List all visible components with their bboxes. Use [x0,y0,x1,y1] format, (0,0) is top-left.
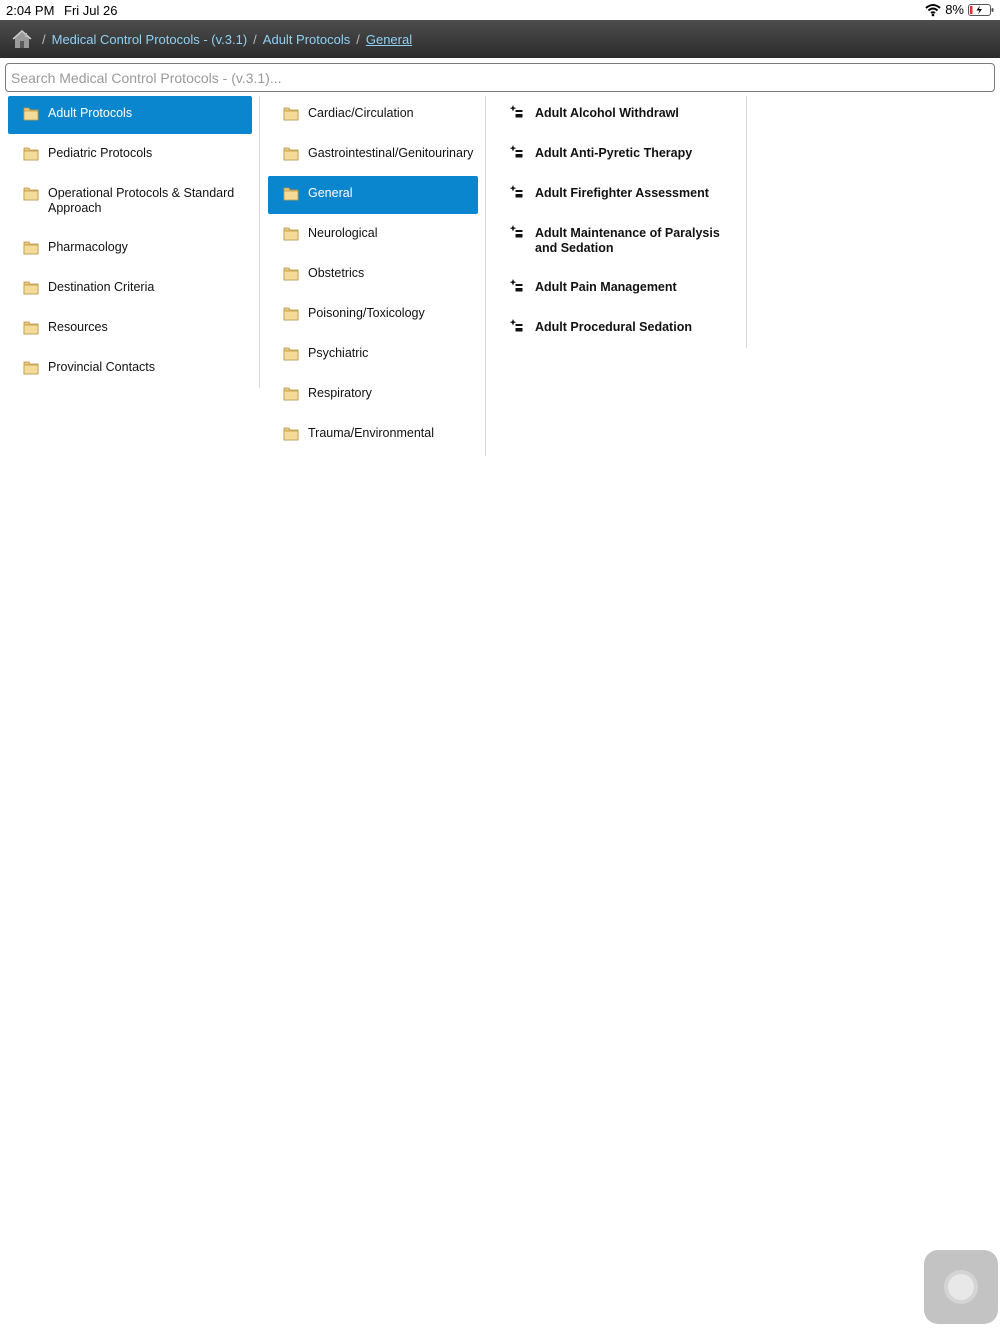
folder-icon [283,266,299,281]
status-indicators [925,2,994,17]
protocol-document-icon [510,225,524,239]
category-item-pharmacology[interactable] [8,230,252,268]
folder-icon [23,280,39,295]
folder-icon [283,386,299,401]
folder-icon [283,346,299,361]
folder-icon [23,186,39,201]
home-icon[interactable] [10,27,34,51]
breadcrumb [0,20,1000,58]
protocol-document-icon [510,105,524,119]
assistive-touch-icon [944,1270,978,1304]
category-item-resources[interactable] [8,310,252,348]
status-time: 2:04 PM [6,3,55,18]
protocol-document-icon [510,319,524,333]
subcategory-label: Trauma/Environmental [308,426,434,440]
category-item-adult-protocols[interactable] [8,96,252,134]
wifi-icon [925,3,941,17]
breadcrumb-link-root[interactable]: Medical Control Protocols - (v.3.1) [51,31,248,47]
subcategory-label: Gastrointestinal/Genitourinary [308,146,474,160]
breadcrumb-separator: / [356,31,360,47]
protocol-label: Adult Anti-Pyretic Therapy [535,146,693,160]
protocol-label: Adult Maintenance of Paralysis and Sedation [535,226,720,255]
subcategory-item-neurological[interactable] [268,216,478,254]
battery-charging-icon [968,4,994,16]
subcategory-item-psychiatric[interactable] [268,336,478,374]
protocol-document-icon [510,145,524,159]
search-input[interactable] [5,63,995,92]
protocol-document-icon [510,185,524,199]
folder-icon [23,320,39,335]
folder-icon [283,226,299,241]
search-bar [5,63,995,92]
category-label: Adult Protocols [48,106,133,120]
protocol-label: Adult Firefighter Assessment [535,186,709,200]
subcategory-item-obstetrics[interactable] [268,256,478,294]
folder-icon [23,360,39,375]
subcategory-label: General [308,186,353,200]
protocol-item[interactable] [496,270,740,308]
breadcrumb-link-general[interactable]: General [365,31,413,47]
breadcrumb-separator: / [42,31,46,47]
category-column [8,96,260,388]
protocol-item[interactable] [496,96,740,134]
folder-icon [283,146,299,161]
status-bar [0,0,1000,20]
category-label: Pediatric Protocols [48,146,153,160]
protocol-label: Adult Alcohol Withdrawl [535,106,679,120]
protocol-column [496,96,747,348]
breadcrumb-separator: / [253,31,257,47]
folder-icon [23,106,39,121]
status-date: Fri Jul 26 [64,3,118,18]
subcategory-label: Obstetrics [308,266,365,280]
subcategory-item-poisoning[interactable] [268,296,478,334]
category-label: Resources [48,320,108,334]
protocol-label: Adult Procedural Sedation [535,320,692,334]
subcategory-label: Cardiac/Circulation [308,106,414,120]
subcategory-item-gastrointestinal[interactable] [268,136,478,174]
subcategory-label: Neurological [308,226,378,240]
protocol-document-icon [510,279,524,293]
folder-icon [283,186,299,201]
subcategory-label: Respiratory [308,386,372,400]
battery-percent: 8% [945,2,964,17]
subcategory-label: Poisoning/Toxicology [308,306,425,320]
folder-icon [23,240,39,255]
subcategory-item-respiratory[interactable] [268,376,478,414]
category-label: Operational Protocols & Standard Approach [48,186,235,215]
folder-icon [283,426,299,441]
category-item-operational-protocols[interactable] [8,176,252,228]
protocol-item[interactable] [496,216,740,268]
protocol-item[interactable] [496,136,740,174]
protocol-item[interactable] [496,310,740,348]
category-item-pediatric-protocols[interactable] [8,136,252,174]
category-label: Destination Criteria [48,280,155,294]
folder-icon [283,306,299,321]
subcategory-item-cardiac[interactable] [268,96,478,134]
assistive-touch-button[interactable] [924,1250,998,1324]
folder-icon [23,146,39,161]
category-label: Provincial Contacts [48,360,155,374]
subcategory-item-general[interactable] [268,176,478,214]
subcategory-label: Psychiatric [308,346,369,360]
subcategory-item-trauma[interactable] [268,416,478,454]
category-item-provincial-contacts[interactable] [8,350,252,388]
protocol-item[interactable] [496,176,740,214]
folder-icon [283,106,299,121]
protocol-label: Adult Pain Management [535,280,677,294]
category-item-destination-criteria[interactable] [8,270,252,308]
subcategory-column [268,96,486,456]
category-label: Pharmacology [48,240,128,254]
breadcrumb-link-adult-protocols[interactable]: Adult Protocols [262,31,351,47]
